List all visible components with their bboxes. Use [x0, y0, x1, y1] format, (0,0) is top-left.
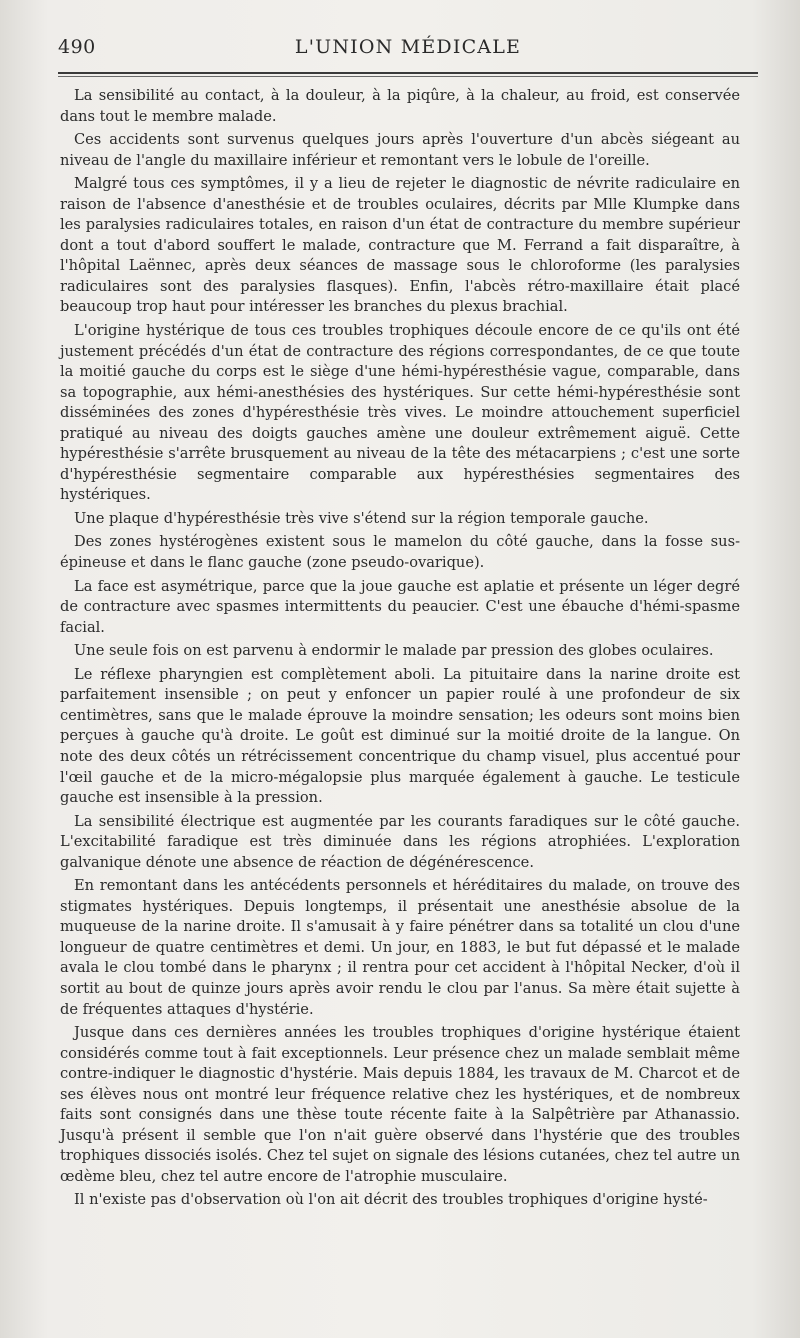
paragraph: Le réflexe pharyngien est complètement aboli. La pituitaire dans la narine droite est parfaitement insensible ; on peut y enfoncer un papier roulé à une profondeur de six centimètres, sans que le malade éprouve la moindre sensation; les odeurs sont moins bien perçues à gauche qu'à droite. Le goût est diminué sur la moitié droite de la langue. On note des deux côtés un rétrécissement concentrique du champ visuel, plus accentué pour l'œil gauche et de la micro-mégalopsie plus marquée également à gauche. Le testicule gauche est insensible à la pression. [60, 665, 740, 807]
page-header [58, 36, 758, 66]
paragraph: La face est asymétrique, parce que la joue gauche est aplatie et présente un léger degré de contracture avec spasmes intermittents du peaucier. C'est une ébauche d'hémi-spasme facial. [60, 577, 740, 636]
paragraph: La sensibilité au contact, à la douleur, à la piqûre, à la chaleur, au froid, est conservée dans tout le membre malade. [60, 87, 740, 125]
paragraph: Il n'existe pas d'observation où l'on ait décrit des troubles trophiques d'origine hysté- [74, 1191, 708, 1209]
paragraph: En remontant dans les antécédents personnels et héréditaires du malade, on trouve des stigmates hystériques. Depuis longtemps, il présentait une anesthésie absolue de la muqueuse de la narine droite. Il s'amusait à y faire pénétrer dans sa totalité un clou d'une longueur de quatre centimètres et demi. Un jour, en 1883, le but fut dépassé et le malade avala le clou tombé dans le pharynx ; il rentra pour cet accident à l'hôpital Necker, d'où il sortit au bout de quinze jours après avoir rendu le clou par l'anus. Sa mère était sujette à de fréquentes attaques d'hystérie. [60, 877, 740, 1018]
paragraph: La sensibilité électrique est augmentée par les courants faradiques sur le côté gauche. L'excitabilité faradique est très diminuée dans les régions atrophiées. L'exploration galvanique dénote une absence de réaction de dégénérescence. [60, 812, 740, 871]
paragraph: Une plaque d'hypéresthésie très vive s'étend sur la région temporale gauche. [74, 509, 649, 527]
paragraph: L'origine hystérique de tous ces troubles trophiques découle encore de ce qu'ils ont été justement précédés d'un état de contracture des régions correspondantes, de ce que toute la moitié gauche du corps est le siège d'une hémi-hypéresthésie vague, comparable, dans sa topographie, aux hémi-anesthésies des hystériques. Sur cette hémi-hypéresthésie sont disséminées des zones d'hypéresthésie très vives. Le moindre attouchement superficiel pratiqué au niveau des doigts gauches amène une douleur extrêmement aiguë. Cette hypéresthésie s'arrête brusquement au niveau de la tête des métacarpiens ; c'est une sorte d'hypéresthésie segmentaire comparable aux hypéresthésies segmentaires des hystériques. [60, 322, 740, 504]
header-rule-thin [58, 76, 758, 77]
paragraph: Des zones hystérogènes existent sous le mamelon du côté gauche, dans la fosse sus-épineuse et dans le flanc gauche (zone pseudo-ovarique). [60, 533, 740, 572]
paragraph: Jusque dans ces dernières années les troubles trophiques d'origine hystérique étaient considérés comme tout à fait exceptionnels. Leur présence chez un malade semblait même contre-indiquer le diagnostic d'hystérie. Mais depuis 1884, les travaux de M. Charcot et de ses élèves nous ont montré leur fréquence relative chez les hystériques, et de nombreux faits sont consignés dans une thèse toute récente faite à la Salpêtrière par Athanassio. Jusqu'à présent il semble que l'on n'ait guère observé dans l'hystérie que des troubles trophiques dissociés isolés. Chez tel sujet on signale des lésions cutanées, chez tel autre un œdème bleu, chez tel autre encore de l'atrophie musculaire. [60, 1024, 741, 1185]
header-rule [58, 72, 758, 74]
paragraph: Une seule fois on est parvenu à endormir le malade par pression des globes oculaires. [74, 642, 714, 660]
article-body [60, 86, 740, 1214]
page-number: 490 [58, 36, 96, 58]
running-title: L'UNION MÉDICALE [294, 36, 522, 58]
paragraph: Malgré tous ces symptômes, il y a lieu de rejeter le diagnostic de névrite radiculaire en raison de l'absence d'anesthésie et de troubles oculaires, décrits par Mlle Klumpke dans les paralysies radiculaires totales, en raison d'un état de contracture du membre supérieur dont a tout d'abord souffert le malade, contracture que M. Ferrand a fait disparaître, à l'hôpital Laënnec, après deux séances de massage sous le chloroforme (les paralysies radiculaires sont des paralysies flasques). Enfin, l'abcès rétro-maxillaire était placé beaucoup trop haut pour intéresser les branches du plexus brachial. [60, 175, 740, 316]
paragraph: Ces accidents sont survenus quelques jours après l'ouverture d'un abcès siégeant au niveau de l'angle du maxillaire inférieur et remontant vers le lobule de l'oreille. [60, 131, 740, 169]
